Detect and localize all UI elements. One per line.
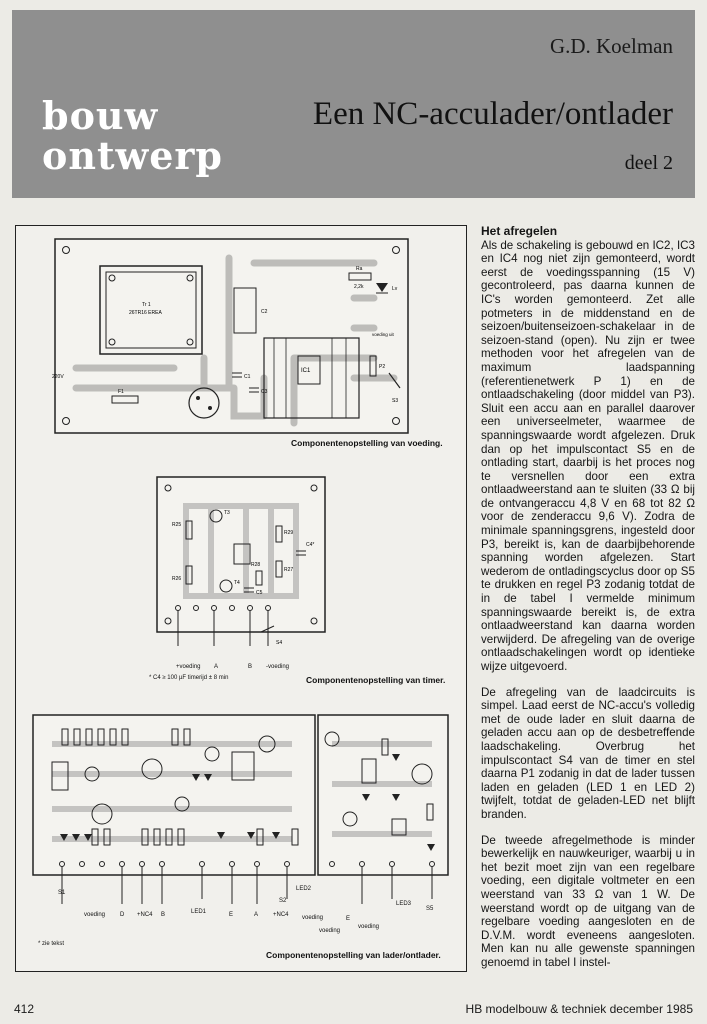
charger-label-s2: S2 <box>279 898 287 904</box>
r27-label: R27 <box>284 567 294 573</box>
charger-label-e1: E <box>229 912 234 918</box>
charger-label-led3: LED3 <box>396 901 412 907</box>
charger-label-voeding3: voeding <box>358 924 380 930</box>
ic1-label: IC1 <box>301 368 311 374</box>
c2-label: C2 <box>261 309 268 315</box>
article-paragraph-2: De afregeling van de laadcircuits is simpel. Laad eerst de NC-accu's volledig met de oude lader en sluit daarna de geladen accu aan op de desbetreffende laadschakeling. Overbrug het impulscontact S4 van de timer en stel daarna P1 zodanig in dat de lader tussen laden en geladen (LED 1 en LED 2) twijfelt, totdat de geladen-LED net blijft branden. <box>481 685 695 821</box>
article-part: deel 2 <box>624 152 673 174</box>
r29-label: R29 <box>284 530 294 536</box>
timer-bottom-label-a: A <box>214 664 219 670</box>
r25-label: R25 <box>172 522 182 528</box>
timer-caption: Componentenopstelling van timer. <box>306 675 446 685</box>
timer-layout <box>156 476 326 666</box>
diagram-frame <box>15 225 467 972</box>
r28-label: R28 <box>251 562 261 568</box>
section-tag-line2: ontwerp <box>42 133 224 178</box>
charger-label-d: D <box>120 912 125 918</box>
fuse-label: F1 <box>118 389 124 395</box>
section-tag <box>42 93 224 178</box>
charger-caption: Componentenopstelling van lader/ontlader. <box>266 950 441 960</box>
charger-label-a: A <box>254 912 259 918</box>
r26-label: R26 <box>172 576 182 582</box>
transformer-label: Tr 1 <box>142 302 151 308</box>
s3-label: S3 <box>392 398 399 404</box>
article-text <box>481 225 695 981</box>
timer-footnote: * C4 ≥ 100 µF timerijd ± 8 min <box>149 675 229 681</box>
t3-label: T3 <box>224 510 230 516</box>
article-title: Een NC-acculader/ontlader <box>312 96 673 132</box>
timer-bottom-label-voeding-min: -voeding <box>266 664 290 670</box>
charger-label-s5: S5 <box>426 906 434 912</box>
charger-note: * zie tekst <box>38 941 65 947</box>
article-paragraph-1: Als de schakeling is gebouwd en IC2, IC3 en IC4 nog niet zijn gemonteerd, wordt eerst de voedingsspanning (15 V) gecontroleerd, pas daarna kunnen de IC's worden gemonteerd. Zet alle potmeters in de middenstand en de seizoen/buitenseizoen-schakelaar in de seizoen-stand (open). Nu zijn er twee methoden voor het afregelen van de maximum laadspanning (referentienetwerk P 1) en de ontlaadschakeling (door middel van P3). Sluit een accu aan en parallel daarover een universeelmeter, waarmee de spanningswaarde wordt afgelezen. Druk dan op het impulscontact S5 en de ontlading start, daarbij is het proces nog te versnellen door een extra ontlaadweerstand aan te sluiten (33 Ω bij de ontvangeraccu 4,8 V en 68 tot 82 Ω voor de zenderaccu 9,6 V). Zodra de minimale spanningsgrens, ingesteld door P3, bereikt is, kan de daarbijbehorende spanning worden afgelezen. Start wederom de ontladingscyclus door op S5 te drukken en regel P3 zodanig totdat de in de tabel I vermelde minimum spanningswaarde bereikt is, de extra ontlaadweerstand kan daarna worden verwijderd. De afregeling van de overige ontlaadschakelingen wordt op identieke wijze uitgevoerd. <box>481 238 695 673</box>
p2-label: P2 <box>379 364 386 370</box>
timer-bottom-label-b: B <box>248 664 253 670</box>
charger-label-led1: LED1 <box>191 909 207 915</box>
page-number: 412 <box>14 1002 35 1016</box>
section-tag-line1: bouw <box>42 93 159 138</box>
charger-label-nc4a: +NC4 <box>137 912 153 918</box>
header-band <box>12 10 695 198</box>
ra-label: Ra <box>356 266 363 272</box>
author-name: G.D. Koelman <box>549 34 673 58</box>
c4-label: C4* <box>306 542 315 548</box>
charger-label-voeding-side: voeding <box>319 928 341 934</box>
led-lv-label: Lv <box>392 286 398 292</box>
charger-label-b: B <box>161 912 166 918</box>
charger-layout <box>32 714 450 914</box>
article-heading: Het afregelen <box>481 224 558 238</box>
charger-label-s1: S1 <box>58 890 66 896</box>
t4-label: T4 <box>234 580 240 586</box>
charger-label-led2: LED2 <box>296 886 312 892</box>
s4-label: S4 <box>276 640 283 646</box>
ra-value-label: 2,2k <box>354 284 364 290</box>
timer-bottom-label-voeding-plus: +voeding <box>176 664 201 670</box>
charger-label-nc4b: +NC4 <box>273 912 289 918</box>
power-caption: Componentenopstelling van voeding. <box>291 438 443 448</box>
c5-label: C5 <box>256 590 263 596</box>
charger-label-e2: E <box>346 916 351 922</box>
c3-label: C3 <box>261 389 268 395</box>
magazine-footer: HB modelbouw & techniek december 1985 <box>465 1002 693 1016</box>
mains-label: 220V <box>52 374 64 380</box>
transformer-type-label: 26TR16 EREA <box>129 310 162 316</box>
charger-label-voeding2: voeding <box>302 915 324 921</box>
power-supply-layout <box>54 238 409 434</box>
c1-label: C1 <box>244 374 251 380</box>
charger-label-voeding1: voeding <box>84 912 106 918</box>
output-label: voeding uit <box>372 332 394 337</box>
article-paragraph-3: De tweede afregelmethode is minder bewerkelijk en nauwkeuriger, waarbij u in het bezit moet zijn van een regelbare voeding, een digitale voltmeter en een weerstand van 33 Ω van 1 W. De weerstand wordt op de uitgang van de regelbare voeding aangesloten en de D.V.M. wordt eveneens aangesloten. Men kan nu alle gewenste spanningen genoemd in tabel I instel- <box>481 833 695 969</box>
